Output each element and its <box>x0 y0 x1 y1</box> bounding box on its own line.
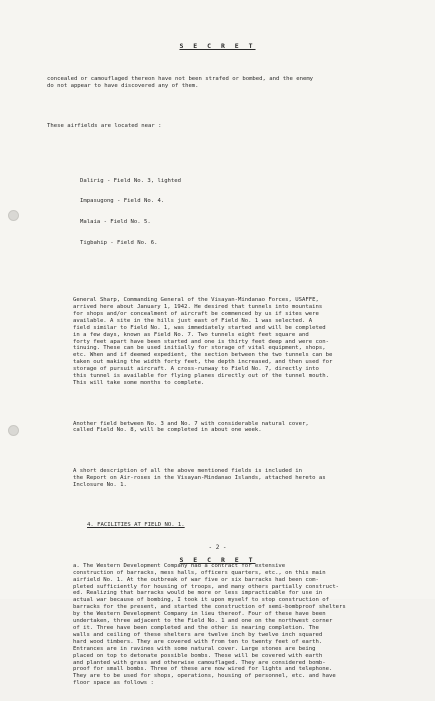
punch-hole-bottom <box>8 425 19 436</box>
paragraph-general-sharp: General Sharp, Commanding General of the Visayan-Mindanao Forces, USAFFE, arrived here about January 1, 1942. He desired that tunnels into mountains for shops and/or concealment of aircraft be commenced by us if sites were available. A site in the hills just east of Field No. 1 was selected. A field similar to Field No. 1, was immediately started and will be completed in a few days, known as Field No. 7. Two tunnels eight feet square and forty feet apart have been started and one is thirty feet deep and were con- tinuing. These can be used initially for storage of vital equipment, shops, etc. When and if deemed expedient, the section between the two tunnels can be taken out making the width forty feet, the depth increased, and then used for storage of pursuit aircraft. A cross-runway to Field No. 7, directly into this tunnel is available for flying planes directly out of the tunnel mouth. This will take some months to complete. <box>73 297 333 386</box>
page-number: - 2 - <box>208 544 227 551</box>
paragraph-inclosure: A short description of all the above mentioned fields is included in the Report on Air-roses in the Visayan-Mindanao Islands, attached hereto as Inclosure No. 1. <box>73 467 326 488</box>
paragraph-airfields-intro: These airfields are located near : <box>47 123 162 130</box>
airfield-item: Dalirig - Field No. 3, lighted <box>80 177 182 184</box>
airfield-list <box>47 164 412 261</box>
paragraph-facilities: a. The Western Development Company had a contract for extensive construction of barracks, mess halls, officers quarters, etc., on this main airfield No. 1. At the outbreak of war five or six barracks had been com- pleted sufficiently for housing of troops, and many others partially construct- ed. Realizing that barracks would be more or less impracticable for use in actual war because of bombing, I took it upon myself to stop construction of barracks for the present, and started the construction of semi-bombproof shelters by the Western Development Company in lieu thereof. Four of these have been undertaken, three adjacent to the Field No. 1 and one on the northwest corner of it. Three have been completed and the other is nearing completion. The walls and ceiling of these shelters are twelve inch by twelve inch squared hard wood timbers. They are covered with from ten to twenty feet of earth. Entrances are in ravines with some natural cover. Large stones are being placed on top to detonate possible bombs. These will be covered with earth and planted with grass and otherwise camouflaged. They are considered bomb- proof for small bombs. Three of these are now wired for lights and telephone. They are to be used for shops, operations, housing of personnel, etc. and have floor space as follows : <box>73 562 346 687</box>
classification-header-text: S E C R E T <box>179 42 256 50</box>
airfield-item: Tigbahip - Field No. 6. <box>80 239 158 246</box>
document-body <box>47 62 412 701</box>
airfield-item: Malaia - Field No. 5. <box>80 219 151 226</box>
classification-footer <box>0 556 435 564</box>
paragraph-1: concealed or camouflaged thereon have not been strafed or bombed, and the enemy do not appear to have discovered any of them. <box>47 75 314 89</box>
section-heading: 4. FACILITIES AT FIELD NO. 1. <box>87 522 185 529</box>
classification-header <box>0 42 435 50</box>
airfield-item: Impasugong - Field No. 4. <box>80 198 165 205</box>
paragraph-field-8: Another field between No. 3 and No. 7 with considerable natural cover, called Field No. 8, will be completed in about one week. <box>73 420 309 434</box>
classification-footer-text: S E C R E T <box>179 556 256 564</box>
punch-hole-top <box>8 210 19 221</box>
